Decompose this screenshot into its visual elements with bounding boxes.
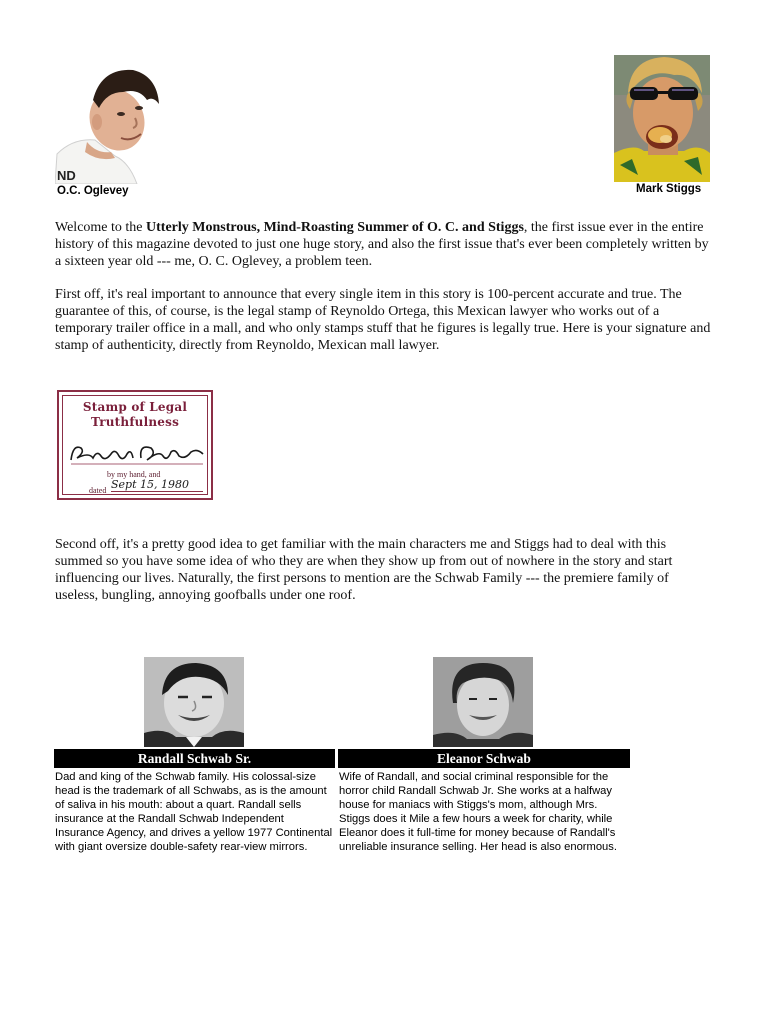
intro-suffix: , the first issue ever in the entire history of this magazine devoted to just one huge story, and also the first issue that's ever been completely written by a sixteen year old --- me, O. C. Oglevey, a problem teen. (55, 220, 709, 269)
character-bio-eleanor: Wife of Randall, and social criminal responsible for the horror child Randall Schwab Jr. She works at a halfway house for maniacs with Stiggs's mom, although Mrs. Stiggs does it Mile a few hours a week for charity, while Eleanor does it full-time for money because of Randall's unreliable insurance selling. Her head is also enormous. (339, 771, 617, 853)
eleanor-schwab-photo (433, 657, 533, 747)
svg-text:ND: ND (57, 168, 76, 183)
first-off-paragraph: First off, it's real important to announce that every single item in this story is 100-percent accurate and true. The guarantee of this, of course, is the legal stamp of Reynoldo Ortega, this Mexican lawyer who works out of a temporary trailer office in a mall, and who only stamps stuff that he figures is legally true. Here is your signature and stamp of authenticity, directly from Reynoldo, Mexican mall lawyer. (55, 287, 711, 353)
oc-oglevey-photo (55, 62, 163, 184)
intro-paragraph (55, 219, 715, 270)
second-off-paragraph: Second off, it's a pretty good idea to get familiar with the main characters me and Stiggs had to deal with this summed so you have some idea of who they are when they show up from out of nowhere in the story and start influencing our lives. Naturally, the first persons to mention are the Schwab Family --- the premiere family of useless, bungling, annoying goofballs under one roof. (55, 537, 673, 603)
mark-stiggs-photo (614, 55, 710, 182)
stamp-dated-label: dated (89, 486, 107, 495)
oc-oglevey-caption: O.C. Oglevey (57, 185, 129, 197)
stamp-dated-value: Sept 15, 1980 (111, 478, 203, 492)
magazine-title: Utterly Monstrous, Mind-Roasting Summer of O. C. and Stiggs (146, 220, 524, 235)
character-bio-randall: Dad and king of the Schwab family. His colossal-size head is the trademark of all Schwabs, as is the amount of saliva in his mouth: about a quart. Randall sells insurance at the Randall Schwab Independent Insurance Agency, and drives a yellow 1977 Continental with giant oversize double-safety rear-view mirrors. (55, 771, 333, 853)
character-name-eleanor: Eleanor Schwab (338, 749, 630, 768)
mark-stiggs-caption: Mark Stiggs (636, 183, 702, 195)
randall-schwab-photo (144, 657, 244, 747)
legal-stamp (57, 390, 213, 500)
stamp-title-line1: Stamp of Legal (82, 400, 188, 414)
stamp-by-hand: by my hand, and (107, 470, 161, 479)
intro-prefix: Welcome to the (55, 220, 147, 235)
signature-icon (67, 440, 207, 468)
stamp-title-line2: Truthfulness (90, 415, 180, 429)
character-name-randall: Randall Schwab Sr. (54, 749, 335, 768)
